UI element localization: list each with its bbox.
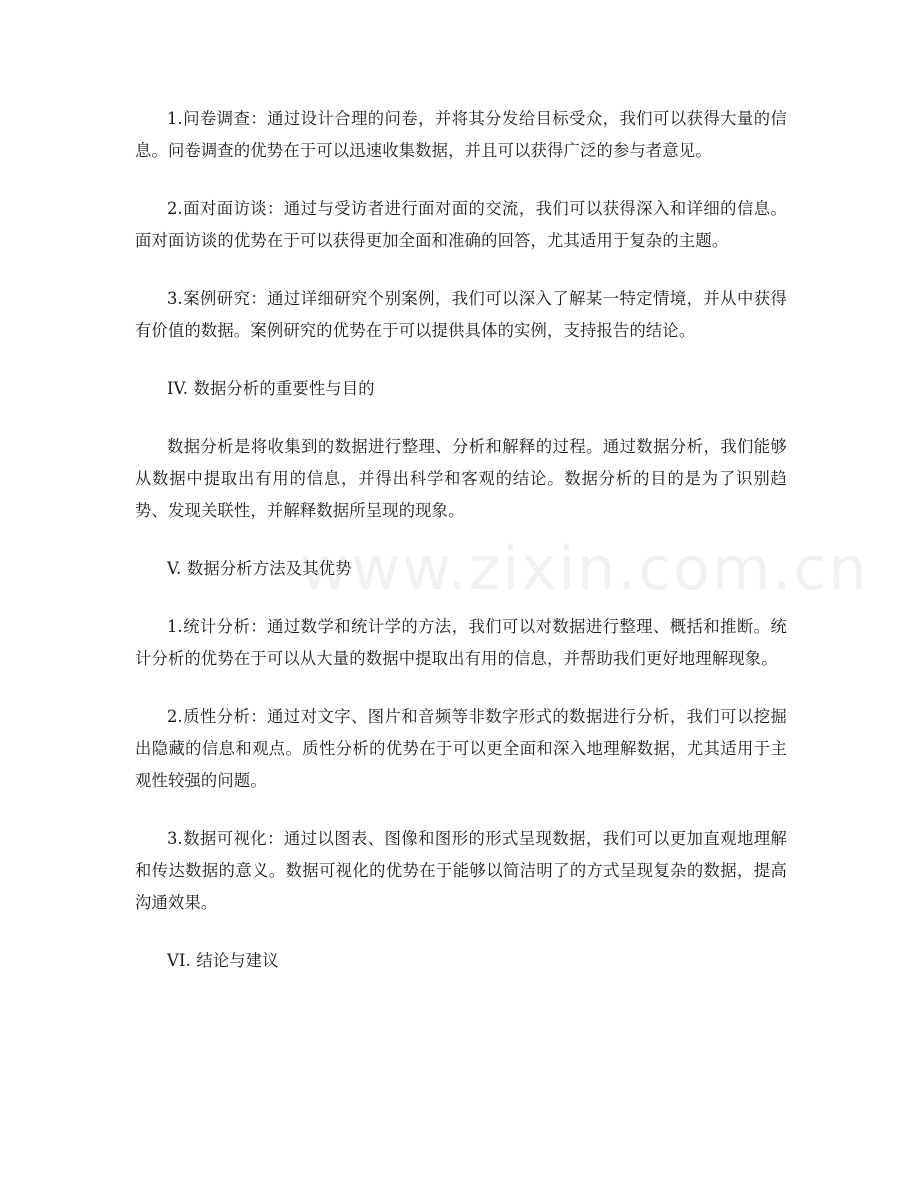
paragraph-questionnaire: 1.问卷调查：通过设计合理的问卷，并将其分发给目标受众，我们可以获得大量的信息。问卷调查的优势在于可以迅速收集数据，并且可以获得广泛的参与者意见。 [135,109,787,160]
document-body [135,103,787,1003]
paragraph-qualitative-analysis: 2.质性分析：通过对文字、图片和音频等非数字形式的数据进行分析，我们可以挖掘出隐藏的信息和观点。质性分析的优势在于可以更全面和深入地理解数据，尤其适用于主观性较强的问题。 [135,707,787,790]
watermark-text: www.zixin.com.cn [300,534,869,604]
paragraph-case-study: 3.案例研究：通过详细研究个别案例，我们可以深入了解某一特定情境，并从中获得有价值的数据。案例研究的优势在于可以提供具体的实例，支持报告的结论。 [135,289,787,340]
paragraph-data-analysis: 数据分析是将收集到的数据进行整理、分析和解释的过程。通过数据分析，我们能够从数据中提取出有用的信息，并得出科学和客观的结论。数据分析的目的是为了识别趋势、发现关联性，并解释数据所呈现的现象。 [135,437,787,520]
paragraph-data-visualization: 3.数据可视化：通过以图表、图像和图形的形式呈现数据，我们可以更加直观地理解和传达数据的意义。数据可视化的优势在于能够以简洁明了的方式呈现复杂的数据，提高沟通效果。 [135,829,787,912]
section-heading-iv: IV. 数据分析的重要性与目的 [167,379,375,398]
paragraph-interview: 2.面对面访谈：通过与受访者进行面对面的交流，我们可以获得深入和详细的信息。面对面访谈的优势在于可以获得更加全面和准确的回答，尤其适用于复杂的主题。 [135,199,787,250]
paragraph-statistical-analysis: 1.统计分析：通过数学和统计学的方法，我们可以对数据进行整理、概括和推断。统计分析的优势在于可以从大量的数据中提取出有用的信息，并帮助我们更好地理解现象。 [135,617,787,668]
section-heading-vi: VI. 结论与建议 [167,951,279,970]
section-heading-v: V. 数据分析方法及其优势 [167,559,352,578]
